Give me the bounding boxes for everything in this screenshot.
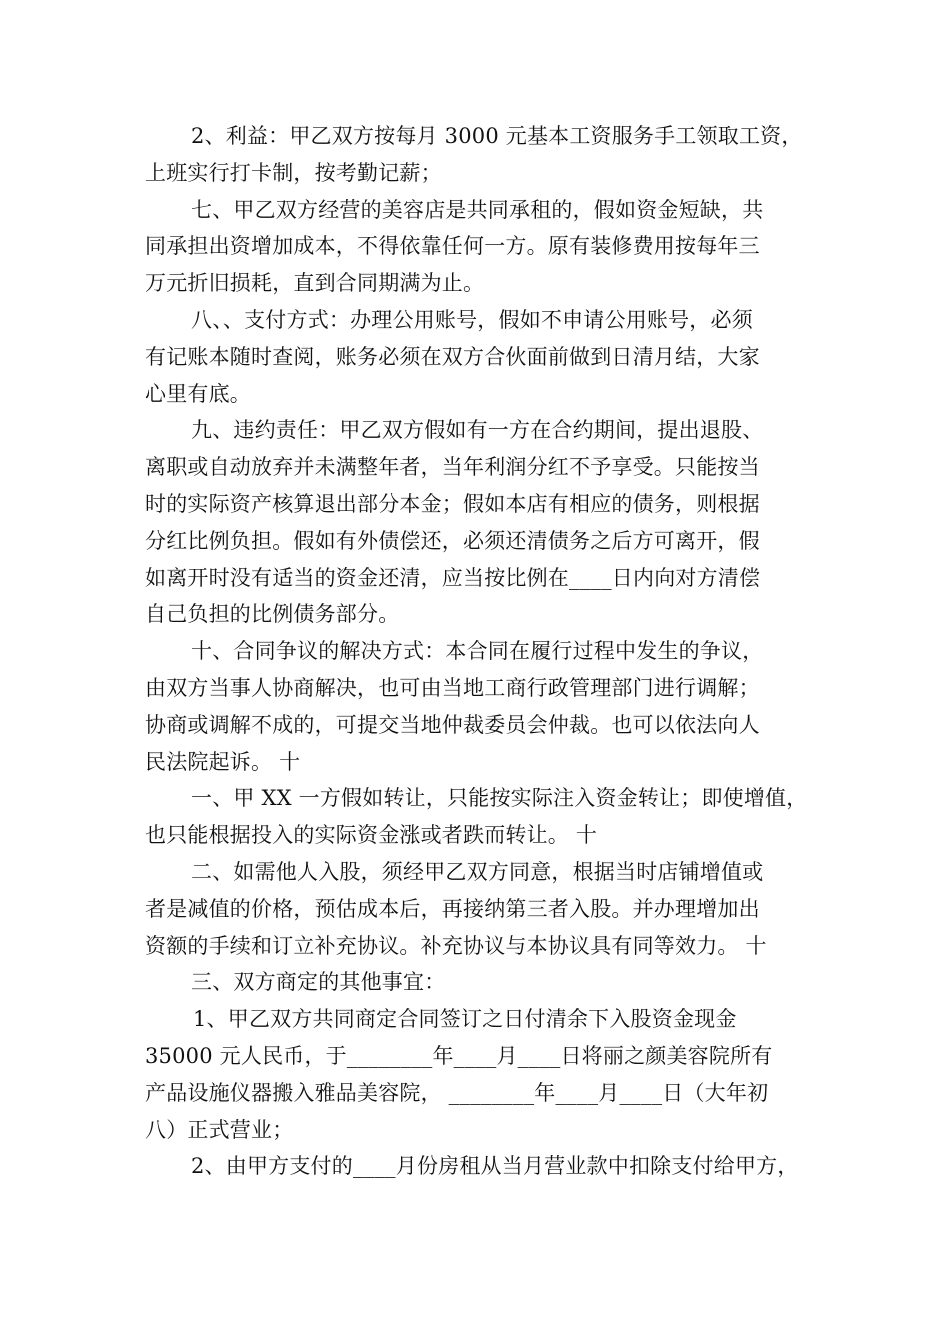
document-line: 三、双方商定的其他事宜： [191, 970, 446, 995]
document-line: 七、甲乙双方经营的美容店是共同承租的，假如资金短缺，共 [191, 197, 764, 222]
document-line: 也只能根据投入的实际资金涨或者跌而转让。 十 [145, 823, 598, 848]
document-line: 离职或自动放弃并未满整年者，当年利润分红不予享受。只能按当 [145, 455, 760, 480]
document-line: 上班实行打卡制，按考勤记薪； [145, 160, 442, 185]
document-line: 万元折旧损耗，直到合同期满为止。 [145, 271, 485, 296]
document-line: 八）正式营业； [145, 1117, 294, 1142]
document-line: 2、由甲方支付的____月份房租从当月营业款中扣除支付给甲方， [191, 1154, 799, 1179]
document-line: 心里有底。 [145, 381, 251, 406]
document-line: 八、、支付方式：办理公用账号，假如不申请公用账号，必须 [191, 307, 753, 332]
document-line: 二、如需他人入股，须经甲乙双方同意，根据当时店铺增值或 [191, 859, 764, 884]
document-line: 资额的手续和订立补充协议。补充协议与本协议具有同等效力。 十 [145, 933, 767, 958]
document-line: 十、合同争议的解决方式：本合同在履行过程中发生的争议， [191, 639, 764, 664]
document-line: 1、甲乙双方共同商定合同签订之日付清余下入股资金现金 [193, 1007, 737, 1032]
document-line: 者是减值的价格，预估成本后，再接纳第三者入股。并办理增加出 [145, 896, 760, 921]
document-line: 产品设施仪器搬入雅品美容院， ________年____月____日（大年初 [145, 1080, 769, 1105]
document-line: 时的实际资产核算退出部分本金；假如本店有相应的债务，则根据 [145, 491, 760, 516]
document-line: 一、甲 XX 一方假如转让，只能按实际注入资金转让；即使增值， [191, 786, 808, 811]
document-line: 分红比例负担。假如有外债偿还，必须还清债务之后方可离开，假 [145, 528, 760, 553]
document-line: 民法院起诉。 十 [145, 749, 301, 774]
document-line: 自己负担的比例债务部分。 [145, 602, 400, 627]
document-line: 协商或调解不成的，可提交当地仲裁委员会仲裁。也可以依法向人 [145, 712, 760, 737]
document-line: 2、利益：甲乙双方按每月 3000 元基本工资服务手工领取工资， [191, 124, 803, 148]
document-line: 如离开时没有适当的资金还清，应当按比例在____日内向对方清偿 [145, 565, 761, 590]
document-line: 有记账本随时查阅，账务必须在双方合伙面前做到日清月结，大家 [145, 344, 760, 369]
document-line: 由双方当事人协商解决，也可由当地工商行政管理部门进行调解； [145, 675, 760, 700]
document-line: 同承担出资增加成本，不得依靠任何一方。原有装修费用按每年三 [145, 234, 760, 259]
document-line: 九、违约责任：甲乙双方假如有一方在合约期间，提出退股、 [191, 418, 764, 443]
document-body [145, 118, 835, 1185]
document-line: 35000 元人民币，于________年____月____日将丽之颜美容院所有 [145, 1043, 773, 1068]
